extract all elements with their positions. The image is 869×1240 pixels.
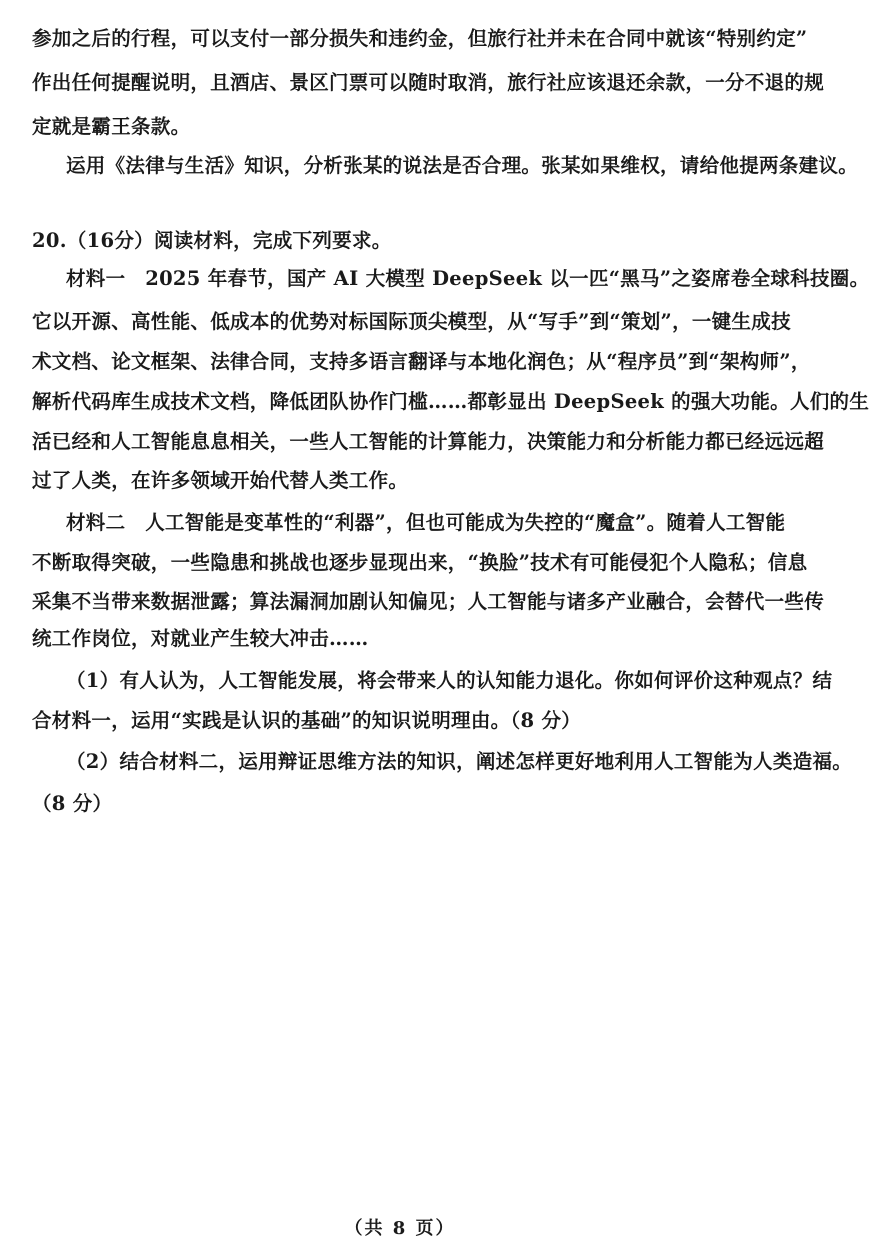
question-20-header: 20.（16分）阅读材料，完成下列要求。 [32,229,392,252]
sub-question-1-line: 合材料一，运用“实践是认识的基础”的知识说明理由。（8 分） [32,709,582,732]
prev-question-line: 定就是霸王条款。 [32,115,191,138]
material-2-line: 统工作岗位，对就业产生较大冲击…… [32,627,369,650]
prev-question-task: 运用《法律与生活》知识，分析张某的说法是否合理。张某如果维权，请给他提两条建议。 [66,154,859,177]
sub-question-2-line: （2）结合材料二，运用辩证思维方法的知识，阐述怎样更好地利用人工智能为人类造福。 [66,750,853,773]
material-1-line: 它以开源、高性能、低成本的优势对标国际顶尖模型，从“写手”到“策划”，一键生成技 [32,310,791,333]
material-1-line: 解析代码库生成技术文档，降低团队协作门槛……都彰显出 DeepSeek 的强大功能。人们的生 [32,390,869,413]
page-footer: （共 8 页） [344,1218,456,1239]
material-1-line: 过了人类，在许多领域开始代替人类工作。 [32,469,409,492]
material-1-line: 活已经和人工智能息息相关，一些人工智能的计算能力，决策能力和分析能力都已经远远超 [32,430,825,453]
material-1-line: 术文档、论文框架、法律合同，支持多语言翻译与本地化润色；从“程序员”到“架构师”， [32,350,811,373]
material-2-line: 不断取得突破，一些隐患和挑战也逐步显现出来，“换脸”技术有可能侵犯个人隐私；信息 [32,551,808,574]
material-1-line: 材料一 2025 年春节，国产 AI 大模型 DeepSeek 以一匹“黑马”之姿席卷全球科技圈。 [66,267,869,290]
sub-question-1-line: （1）有人认为，人工智能发展，将会带来人的认知能力退化。你如何评价这种观点？结 [66,669,833,692]
material-2-line: 采集不当带来数据泄露；算法漏洞加剧认知偏见；人工智能与诸多产业融合，会替代一些传 [32,590,825,613]
prev-question-line: 作出任何提醒说明，且酒店、景区门票可以随时取消，旅行社应该退还余款，一分不退的规 [32,71,825,94]
prev-question-line: 参加之后的行程，可以支付一部分损失和违约金，但旅行社并未在合同中就该“特别约定” [32,27,808,50]
sub-question-2-line: （8 分） [32,792,113,815]
material-2-line: 材料二 人工智能是变革性的“利器”，但也可能成为失控的“魔盒”。随着人工智能 [66,511,786,534]
